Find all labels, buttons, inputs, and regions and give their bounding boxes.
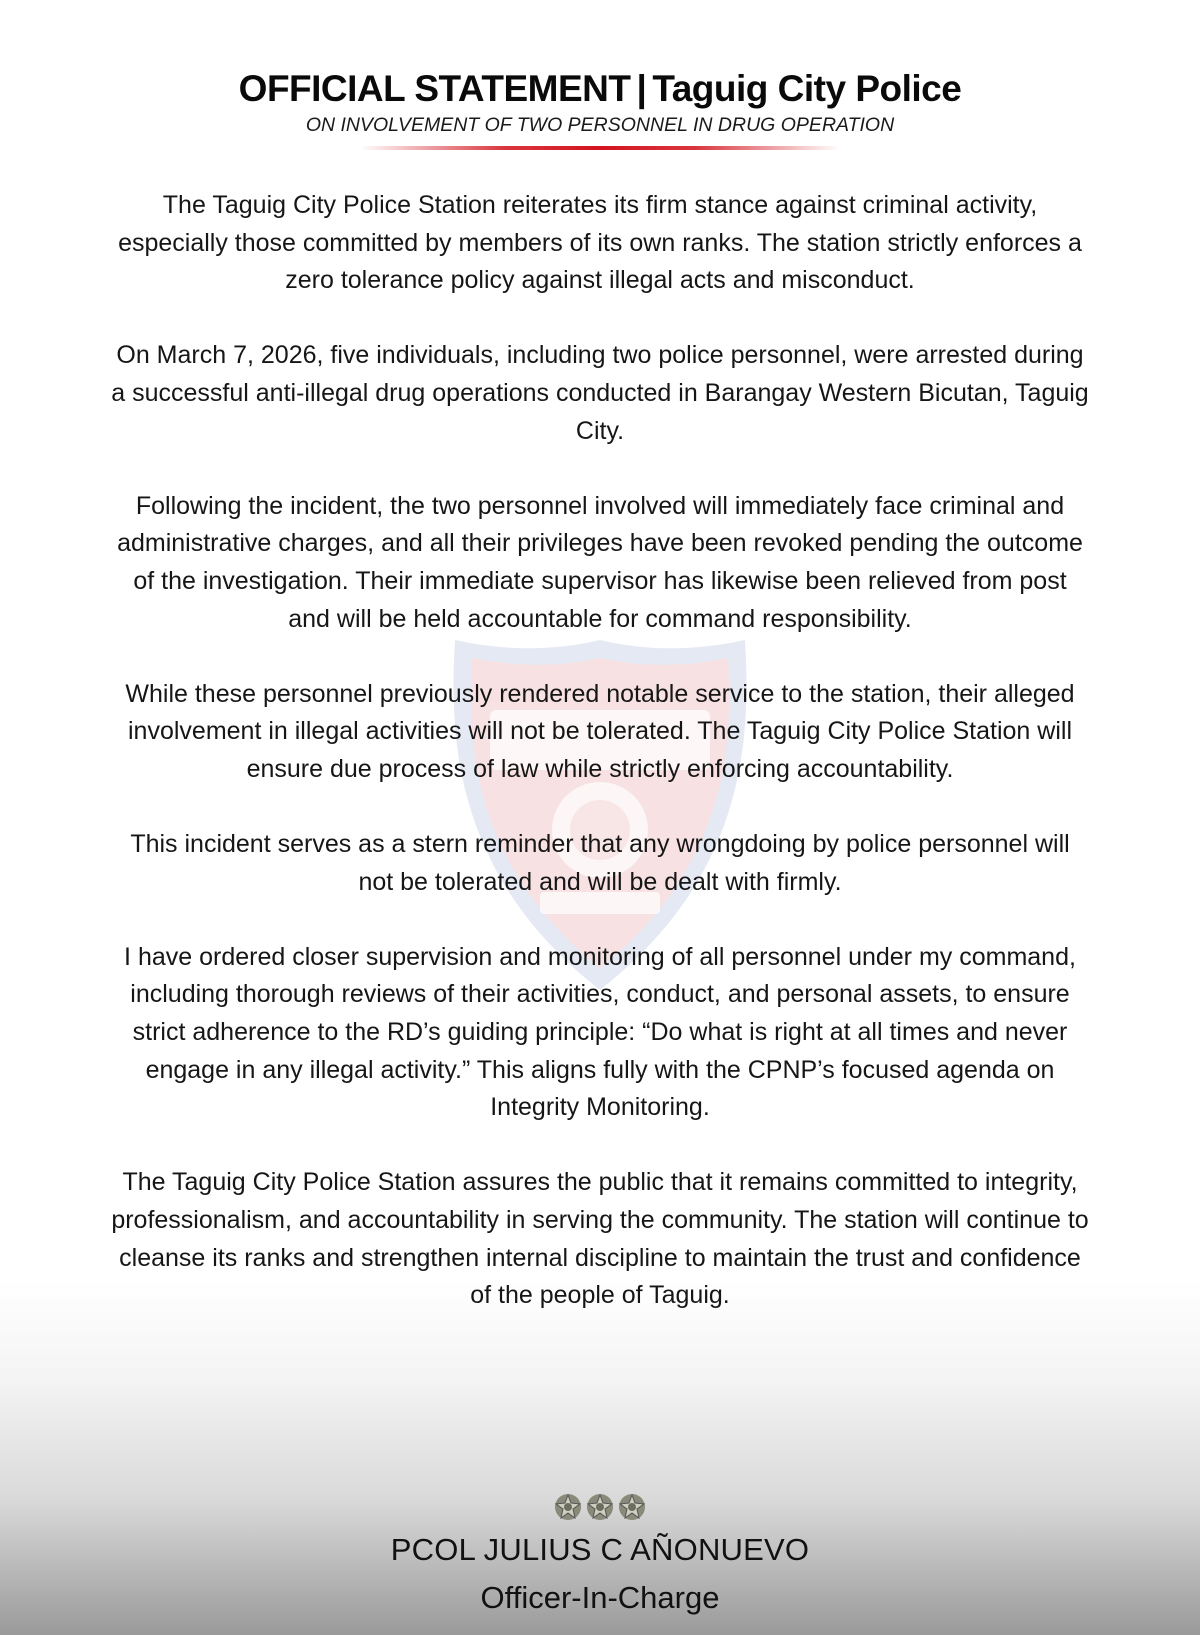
title-official-statement: OFFICIAL STATEMENT <box>238 68 631 109</box>
title-agency: Taguig City Police <box>652 68 962 109</box>
signatory-name: PCOL JULIUS C AÑONUEVO <box>390 1532 810 1567</box>
title-separator: | <box>636 68 647 109</box>
paragraph-reminder: This incident serves as a stern reminder that any wrongdoing by police personnel will not be tolerated and will be dealt with firmly. <box>130 830 1070 896</box>
statement-title <box>0 66 1200 112</box>
red-divider <box>360 146 840 150</box>
statement-subtitle: ON INVOLVEMENT OF TWO PERSONNEL IN DRUG OPERATION <box>305 114 895 136</box>
signature-block <box>0 1490 1200 1620</box>
statement-header <box>0 66 1200 138</box>
paragraph-arrest: On March 7, 2026, five individuals, including two police personnel, were arrested during a successful anti-illegal drug operations conducted in Barangay Western Bicutan, Taguig City. <box>111 341 1089 445</box>
paragraph-assurance: The Taguig City Police Station assures the public that it remains committed to integrity, professionalism, and accountability in serving the community. The station will continue to cleanse its ranks and strengthen internal discipline to maintain the trust and confidence of the people of Taguig. <box>111 1168 1089 1310</box>
paragraph-accountability: While these personnel previously rendered notable service to the station, their alleged involvement in illegal activities will not be tolerated. The Taguig City Police Station will ensure due process of law while strictly enforcing accountability. <box>125 679 1075 783</box>
three-star-insignia-icon <box>0 1490 1200 1524</box>
paragraph-supervision: I have ordered closer supervision and monitoring of all personnel under my command, including thorough reviews of their activities, conduct, and personal assets, to ensure strict adherence to the RD’s guiding principle: “Do what is right at all times and never engage in any illegal activity.” This aligns fully with the CPNP’s focused agenda on Integrity Monitoring. <box>124 942 1076 1122</box>
insignia-star-icon <box>553 1492 583 1522</box>
paragraph-charges: Following the incident, the two personnel involved will immediately face criminal and administrative charges, and all their privileges have been revoked pending the outcome of the investigation. Their immediate supervisor has likewise been relieved from post and will be held accountable for command responsibility. <box>117 491 1083 633</box>
insignia-star-icon <box>585 1492 615 1522</box>
paragraph-stance: The Taguig City Police Station reiterates its firm stance against criminal activity, especially those committed by members of its own ranks. The station strictly enforces a zero tolerance policy against illegal acts and misconduct. <box>118 191 1082 295</box>
signatory-title: Officer-In-Charge <box>480 1580 720 1615</box>
insignia-star-icon <box>617 1492 647 1522</box>
statement-body <box>110 187 1090 1352</box>
